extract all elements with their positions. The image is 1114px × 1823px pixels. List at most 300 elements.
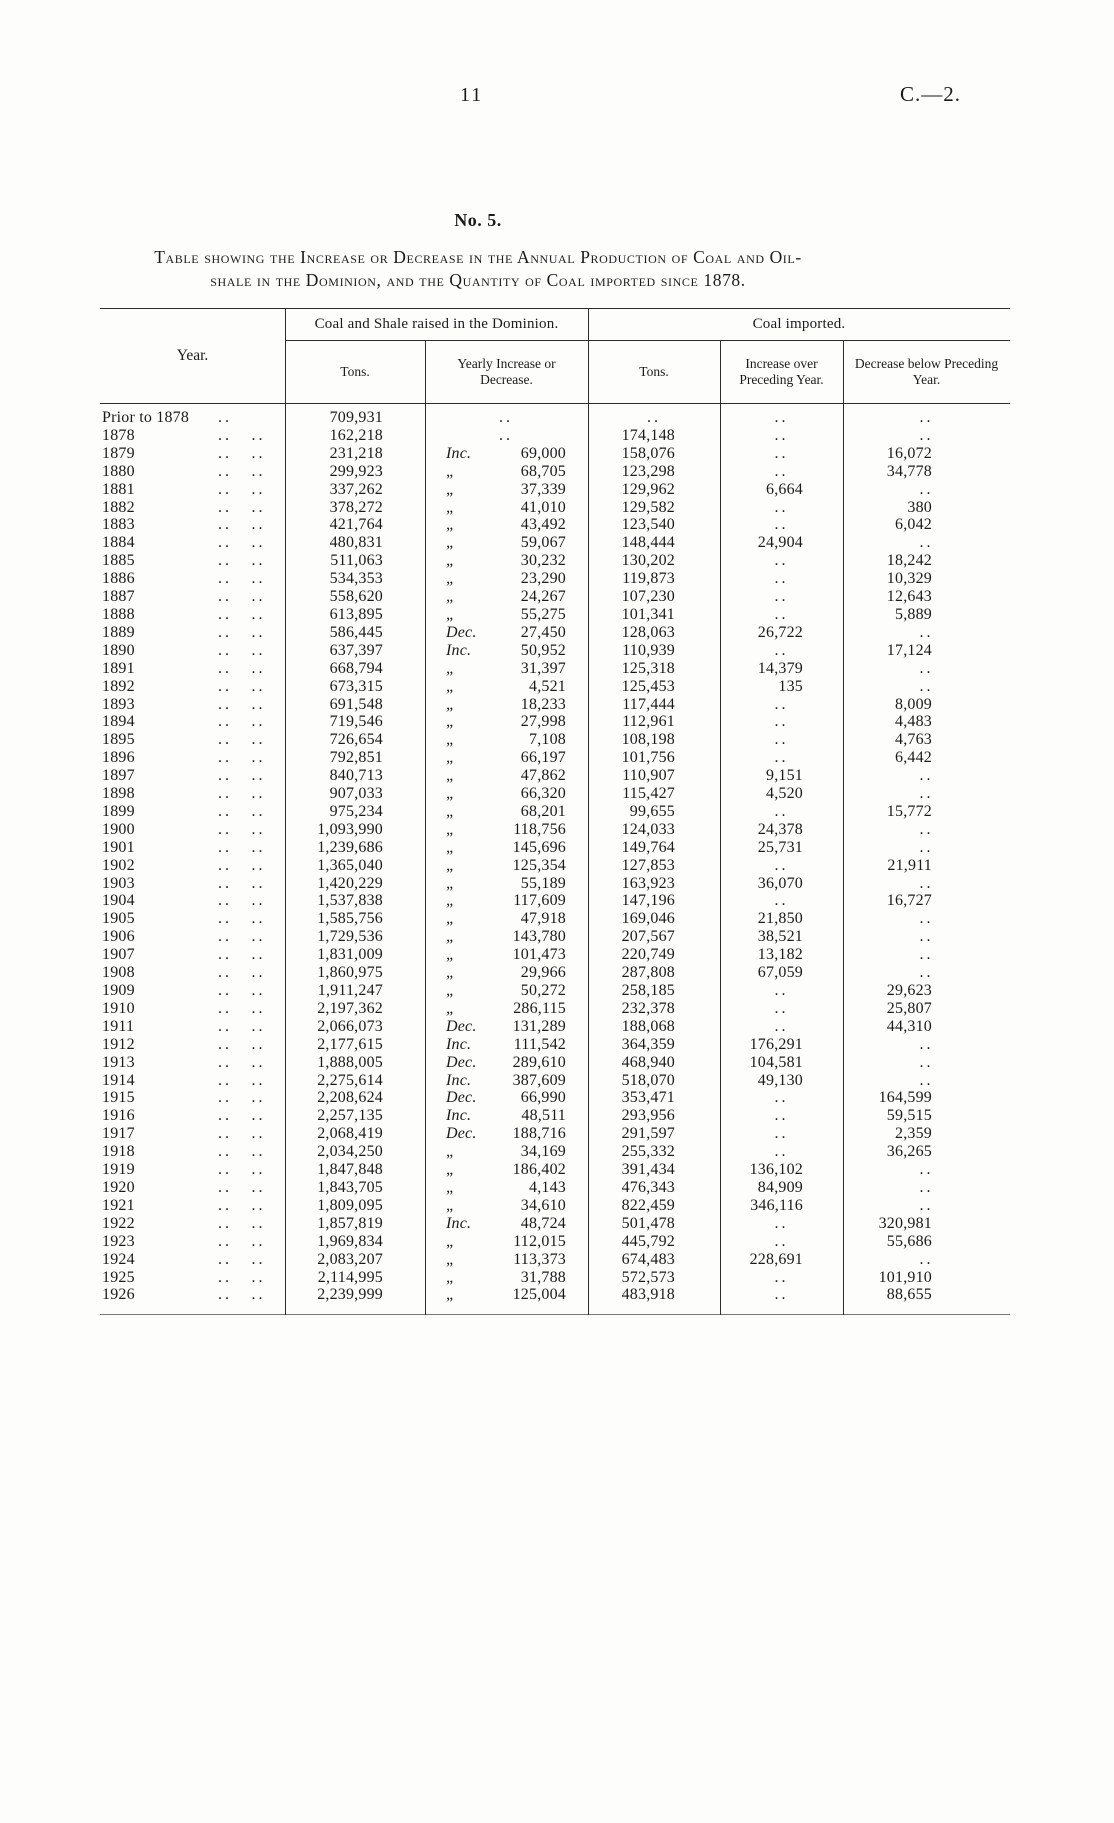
year-label: 1920 xyxy=(102,1178,135,1196)
cell-decrease-below: .. xyxy=(919,1178,934,1196)
year-label: 1910 xyxy=(102,999,135,1017)
cell-dominion-tons: 1,847,848 xyxy=(317,1161,383,1179)
cell-year xyxy=(100,1000,285,1018)
cell-increase-over: 4,520 xyxy=(766,785,803,803)
change-prefix: „ xyxy=(446,1250,456,1268)
cell-imported-tons: 572,573 xyxy=(621,1268,675,1286)
cell-imported-tons: 119,873 xyxy=(622,570,675,588)
table-title-line1: Table showing the Increase or Decrease in the Annual Production of Coal and Oil- xyxy=(154,247,802,267)
year-label: 1904 xyxy=(102,892,135,910)
cell-imported-tons: 124,033 xyxy=(621,820,675,838)
cell-increase-over: 24,378 xyxy=(757,820,803,838)
cell-year xyxy=(100,1036,285,1054)
cell-dominion-tons: 1,729,536 xyxy=(317,928,383,946)
change-value: 31,788 xyxy=(520,1268,566,1286)
cell-decrease-below: 15,772 xyxy=(886,802,932,820)
year-label: 1889 xyxy=(102,623,135,641)
leader-dots: .. xyxy=(218,1125,232,1143)
cell-imported-tons: 123,298 xyxy=(621,462,675,480)
cell-yearly-change xyxy=(425,928,588,946)
leader-dots: .. xyxy=(218,1107,232,1125)
header-group-dominion xyxy=(285,309,588,403)
cell-imported-tons: 232,378 xyxy=(621,999,675,1017)
cell-increase-over: .. xyxy=(774,570,789,588)
year-label: 1909 xyxy=(102,982,135,999)
cell-year xyxy=(100,1269,285,1287)
table-row xyxy=(100,1251,1010,1269)
cell-year xyxy=(100,785,285,803)
cell-year xyxy=(100,1054,285,1072)
cell-imported-tons: 129,582 xyxy=(621,498,675,516)
change-prefix: „ xyxy=(446,1232,456,1250)
table-row xyxy=(100,1161,1010,1179)
cell-dominion-tons: 2,197,362 xyxy=(317,999,383,1017)
leader-dots: .. xyxy=(251,641,266,659)
change-prefix: „ xyxy=(446,749,456,767)
year-label: 1922 xyxy=(102,1214,135,1232)
cell-decrease-below: 21,911 xyxy=(887,856,932,874)
table-row xyxy=(100,803,1010,821)
leader-dots: .. xyxy=(218,409,232,426)
cell-year xyxy=(100,1089,285,1107)
leader-dots: .. xyxy=(218,713,232,731)
cell-decrease-below: .. xyxy=(919,964,934,982)
table-row xyxy=(100,982,1010,1000)
table-row xyxy=(100,463,1010,481)
cell-dominion-tons: 586,445 xyxy=(329,623,383,641)
leader-dots: .. xyxy=(218,749,232,767)
leader-dots: .. xyxy=(218,1178,232,1196)
cell-dominion-tons: 2,034,250 xyxy=(317,1143,383,1161)
change-value: 43,492 xyxy=(520,516,566,534)
cell-year xyxy=(100,606,285,624)
leader-dots: .. xyxy=(251,1125,266,1143)
table-number: No. 5. xyxy=(454,210,502,230)
year-label: 1893 xyxy=(102,695,135,713)
cell-increase-over: 84,909 xyxy=(757,1178,803,1196)
cell-year xyxy=(100,1179,285,1197)
cell-imported-tons: 364,359 xyxy=(621,1035,675,1053)
cell-imported-tons: 258,185 xyxy=(621,982,675,999)
change-value: 66,320 xyxy=(520,785,566,803)
cell-increase-over: .. xyxy=(774,802,789,820)
cell-dominion-tons: 1,239,686 xyxy=(317,838,383,856)
cell-yearly-change xyxy=(425,803,588,821)
leader-dots: .. xyxy=(218,677,232,695)
cell-decrease-below: .. xyxy=(919,767,934,785)
change-value: 286,115 xyxy=(513,999,566,1017)
leader-dots: .. xyxy=(251,982,266,999)
change-value: 55,275 xyxy=(520,605,566,623)
cell-yearly-change xyxy=(425,857,588,875)
cell-year xyxy=(100,534,285,552)
table-row xyxy=(100,785,1010,803)
leader-dots: .. xyxy=(218,1232,232,1250)
leader-dots: .. xyxy=(251,946,266,964)
cell-yearly-change xyxy=(425,516,588,534)
cell-year xyxy=(100,875,285,893)
change-value: 125,354 xyxy=(512,856,566,874)
leader-dots: .. xyxy=(251,731,266,749)
leader-dots: .. xyxy=(251,1143,266,1161)
table-row xyxy=(100,1286,1010,1304)
year-label: 1925 xyxy=(102,1268,135,1286)
cell-year xyxy=(100,1197,285,1215)
leader-dots: .. xyxy=(218,641,232,659)
cell-dominion-tons: 1,420,229 xyxy=(317,874,383,892)
leader-dots: .. xyxy=(251,695,266,713)
change-value: 50,272 xyxy=(520,982,566,999)
leader-dots: .. xyxy=(218,838,232,856)
change-value: 30,232 xyxy=(520,552,566,570)
cell-imported-tons: 108,198 xyxy=(621,731,675,749)
cell-increase-over: 67,059 xyxy=(757,964,803,982)
cell-year xyxy=(100,928,285,946)
year-label: 1888 xyxy=(102,605,135,623)
cell-dominion-tons: 2,083,207 xyxy=(317,1250,383,1268)
leader-dots: .. xyxy=(251,1107,266,1125)
cell-imported-tons: 147,196 xyxy=(621,892,675,910)
year-label: 1923 xyxy=(102,1232,135,1250)
change-prefix: „ xyxy=(446,713,456,731)
cell-year xyxy=(100,964,285,982)
cell-decrease-below: .. xyxy=(919,1250,934,1268)
cell-decrease-below: .. xyxy=(919,946,934,964)
cell-yearly-change xyxy=(425,499,588,517)
cell-yearly-change xyxy=(425,731,588,749)
leader-dots: .. xyxy=(218,1053,232,1071)
leader-dots: .. xyxy=(218,928,232,946)
change-prefix: „ xyxy=(446,1143,456,1161)
cell-year xyxy=(100,946,285,964)
cell-decrease-below: 12,643 xyxy=(886,588,932,606)
cell-decrease-below: 5,889 xyxy=(895,605,932,623)
table-header xyxy=(100,308,1010,404)
leader-dots: .. xyxy=(251,802,266,820)
table-rule-vertical xyxy=(720,341,721,1315)
cell-imported-tons: 255,332 xyxy=(621,1143,675,1161)
table-row xyxy=(100,875,1010,893)
leader-dots: .. xyxy=(251,1035,266,1053)
year-label: 1881 xyxy=(102,480,135,498)
leader-dots: .. xyxy=(218,785,232,803)
cell-imported-tons: 110,907 xyxy=(622,767,675,785)
cell-imported-tons: 169,046 xyxy=(621,910,675,928)
cell-yearly-change xyxy=(425,1107,588,1125)
cell-year xyxy=(100,1018,285,1036)
table-rule-vertical xyxy=(843,341,844,1315)
cell-year xyxy=(100,1072,285,1090)
leader-dots: .. xyxy=(251,480,266,498)
cell-year xyxy=(100,1107,285,1125)
cell-decrease-below: 164,599 xyxy=(878,1089,932,1107)
year-label: 1882 xyxy=(102,498,135,516)
year-label: 1894 xyxy=(102,713,135,731)
leader-dots: .. xyxy=(251,1268,266,1286)
change-prefix: „ xyxy=(446,677,456,695)
change-value: 66,990 xyxy=(520,1089,566,1107)
table-row xyxy=(100,499,1010,517)
cell-decrease-below: 6,042 xyxy=(895,516,932,534)
cell-increase-over: .. xyxy=(774,552,789,570)
cell-yearly-change xyxy=(425,875,588,893)
leader-dots: .. xyxy=(251,856,266,874)
header-subrow-dominion xyxy=(285,341,588,403)
cell-dominion-tons: 668,794 xyxy=(329,659,383,677)
change-value: 68,705 xyxy=(520,462,566,480)
leader-dots: .. xyxy=(218,588,232,606)
table-row xyxy=(100,839,1010,857)
year-label: 1924 xyxy=(102,1250,135,1268)
cell-year xyxy=(100,1286,285,1304)
cell-imported-tons: 110,939 xyxy=(622,641,675,659)
leader-dots: .. xyxy=(218,982,232,999)
cell-year xyxy=(100,731,285,749)
change-prefix: „ xyxy=(446,1161,456,1179)
cell-imported-tons: 188,068 xyxy=(621,1017,675,1035)
change-value: 118,756 xyxy=(513,820,566,838)
year-label: 1883 xyxy=(102,516,135,534)
header-subrow-imported xyxy=(588,341,1010,403)
year-label: 1878 xyxy=(102,426,135,444)
leader-dots: .. xyxy=(218,892,232,910)
cell-increase-over: .. xyxy=(774,588,789,606)
cell-increase-over: .. xyxy=(774,713,789,731)
cell-increase-over: .. xyxy=(774,1268,789,1286)
header-increase-over: Increase over Preceding Year. xyxy=(739,355,824,387)
cell-dominion-tons: 719,546 xyxy=(329,713,383,731)
leader-dots: .. xyxy=(251,910,266,928)
cell-decrease-below: 10,329 xyxy=(886,570,932,588)
leader-dots: .. xyxy=(218,444,232,462)
cell-imported-tons: 149,764 xyxy=(621,838,675,856)
cell-increase-over: .. xyxy=(774,731,789,749)
header-group-dominion-label: Coal and Shale raised in the Dominion. xyxy=(285,309,588,341)
year-label: 1897 xyxy=(102,767,135,785)
cell-increase-over: .. xyxy=(774,999,789,1017)
cell-imported-tons: 483,918 xyxy=(621,1286,675,1304)
cell-increase-over: .. xyxy=(774,462,789,480)
table-row xyxy=(100,642,1010,660)
change-value: .. xyxy=(499,426,513,444)
cell-dominion-tons: 231,218 xyxy=(329,444,383,462)
table-row xyxy=(100,570,1010,588)
cell-yearly-change xyxy=(425,1161,588,1179)
cell-imported-tons: 128,063 xyxy=(621,623,675,641)
cell-yearly-change xyxy=(425,552,588,570)
change-prefix: „ xyxy=(446,695,456,713)
cell-dominion-tons: 2,114,995 xyxy=(317,1268,383,1286)
coal-production-table xyxy=(100,308,1010,1315)
leader-dots: .. xyxy=(218,570,232,588)
leader-dots: .. xyxy=(251,820,266,838)
leader-dots: .. xyxy=(251,713,266,731)
cell-dominion-tons: 558,620 xyxy=(329,588,383,606)
year-label: Prior to 1878 xyxy=(102,409,190,426)
cell-dominion-tons: 907,033 xyxy=(329,785,383,803)
cell-year xyxy=(100,982,285,1000)
change-value: 48,724 xyxy=(520,1214,566,1232)
change-prefix: Dec. xyxy=(446,1053,477,1071)
table-row xyxy=(100,1215,1010,1233)
cell-increase-over: .. xyxy=(774,1214,789,1232)
change-value: 66,197 xyxy=(520,749,566,767)
cell-decrease-below: .. xyxy=(919,928,934,946)
leader-dots: .. xyxy=(218,999,232,1017)
year-label: 1892 xyxy=(102,677,135,695)
header-group-imported xyxy=(588,309,1010,403)
cell-dominion-tons: 511,063 xyxy=(330,552,383,570)
leader-dots: .. xyxy=(218,767,232,785)
cell-dominion-tons: 691,548 xyxy=(329,695,383,713)
change-value: 59,067 xyxy=(520,534,566,552)
cell-yearly-change xyxy=(425,1197,588,1215)
cell-decrease-below: 25,807 xyxy=(886,999,932,1017)
cell-decrease-below: .. xyxy=(919,1053,934,1071)
cell-increase-over: 6,664 xyxy=(766,480,803,498)
cell-yearly-change xyxy=(425,1269,588,1287)
cell-increase-over: 38,521 xyxy=(757,928,803,946)
year-label: 1895 xyxy=(102,731,135,749)
year-label: 1921 xyxy=(102,1196,135,1214)
cell-yearly-change xyxy=(425,1000,588,1018)
change-prefix: Inc. xyxy=(446,1214,472,1232)
leader-dots: .. xyxy=(251,516,266,534)
leader-dots: .. xyxy=(251,999,266,1017)
header-group-imported-label: Coal imported. xyxy=(588,309,1010,341)
table-row xyxy=(100,678,1010,696)
cell-year xyxy=(100,678,285,696)
cell-increase-over: .. xyxy=(774,856,789,874)
leader-dots: .. xyxy=(251,677,266,695)
cell-imported-tons: 117,444 xyxy=(622,695,675,713)
leader-dots: .. xyxy=(251,749,266,767)
year-label: 1914 xyxy=(102,1071,135,1089)
cell-yearly-change xyxy=(425,588,588,606)
table-row xyxy=(100,1036,1010,1054)
year-label: 1907 xyxy=(102,946,135,964)
leader-dots: .. xyxy=(218,462,232,480)
cell-decrease-below: .. xyxy=(919,409,934,426)
leader-dots: .. xyxy=(218,820,232,838)
cell-decrease-below: .. xyxy=(919,677,934,695)
cell-yearly-change xyxy=(425,713,588,731)
table-title xyxy=(0,246,956,292)
change-value: 50,952 xyxy=(520,641,566,659)
cell-imported-tons: 674,483 xyxy=(621,1250,675,1268)
table-row xyxy=(100,910,1010,928)
change-prefix: „ xyxy=(446,659,456,677)
cell-yearly-change xyxy=(425,821,588,839)
cell-yearly-change xyxy=(425,463,588,481)
cell-year xyxy=(100,588,285,606)
year-label: 1916 xyxy=(102,1107,135,1125)
cell-year xyxy=(100,713,285,731)
cell-increase-over: 176,291 xyxy=(749,1035,803,1053)
change-value: 7,108 xyxy=(529,731,566,749)
leader-dots: .. xyxy=(218,623,232,641)
cell-imported-tons: 476,343 xyxy=(621,1178,675,1196)
cell-imported-tons: 125,318 xyxy=(621,659,675,677)
leader-dots: .. xyxy=(251,588,266,606)
change-prefix: „ xyxy=(446,1286,456,1304)
cell-year xyxy=(100,839,285,857)
cell-yearly-change xyxy=(425,534,588,552)
cell-decrease-below: .. xyxy=(919,820,934,838)
cell-decrease-below: .. xyxy=(919,785,934,803)
table-row xyxy=(100,1054,1010,1072)
change-value: 37,339 xyxy=(520,480,566,498)
table-row xyxy=(100,946,1010,964)
cell-imported-tons: 287,808 xyxy=(621,964,675,982)
year-label: 1919 xyxy=(102,1161,135,1179)
change-prefix: Dec. xyxy=(446,1089,477,1107)
cell-increase-over: .. xyxy=(774,1017,789,1035)
cell-increase-over: 21,850 xyxy=(757,910,803,928)
cell-yearly-change xyxy=(425,964,588,982)
cell-decrease-below: .. xyxy=(919,874,934,892)
cell-increase-over: 14,379 xyxy=(757,659,803,677)
cell-imported-tons: 99,655 xyxy=(629,802,675,820)
change-value: 143,780 xyxy=(512,928,566,946)
cell-yearly-change xyxy=(425,839,588,857)
year-label: 1891 xyxy=(102,659,135,677)
cell-yearly-change xyxy=(425,445,588,463)
leader-dots: .. xyxy=(218,605,232,623)
leader-dots: .. xyxy=(251,1017,266,1035)
cell-dominion-tons: 1,809,095 xyxy=(317,1196,383,1214)
cell-imported-tons: 123,540 xyxy=(621,516,675,534)
cell-yearly-change xyxy=(425,624,588,642)
leader-dots: .. xyxy=(218,695,232,713)
leader-dots: .. xyxy=(218,426,232,444)
cell-increase-over: 346,116 xyxy=(750,1196,803,1214)
cell-imported-tons: 163,923 xyxy=(621,874,675,892)
cell-year xyxy=(100,552,285,570)
year-label: 1890 xyxy=(102,641,135,659)
change-value: 145,696 xyxy=(512,838,566,856)
cell-year xyxy=(100,803,285,821)
change-prefix: „ xyxy=(446,462,456,480)
leader-dots: .. xyxy=(218,874,232,892)
cell-decrease-below: 88,655 xyxy=(886,1286,932,1304)
cell-year xyxy=(100,1233,285,1251)
cell-year xyxy=(100,821,285,839)
year-label: 1900 xyxy=(102,820,135,838)
change-prefix: „ xyxy=(446,516,456,534)
cell-year xyxy=(100,1143,285,1161)
change-value: 117,609 xyxy=(513,892,566,910)
cell-imported-tons: 115,427 xyxy=(622,785,675,803)
leader-dots: .. xyxy=(218,910,232,928)
cell-imported-tons: 293,956 xyxy=(621,1107,675,1125)
leader-dots: .. xyxy=(251,928,266,946)
change-value: 186,402 xyxy=(512,1161,566,1179)
cell-year xyxy=(100,1251,285,1269)
cell-imported-tons: 207,567 xyxy=(621,928,675,946)
leader-dots: .. xyxy=(218,964,232,982)
year-label: 1912 xyxy=(102,1035,135,1053)
change-prefix: „ xyxy=(446,785,456,803)
cell-year xyxy=(100,481,285,499)
leader-dots: .. xyxy=(251,552,266,570)
cell-dominion-tons: 2,208,624 xyxy=(317,1089,383,1107)
table-rule-vertical xyxy=(425,341,426,1315)
cell-decrease-below: .. xyxy=(919,659,934,677)
leader-dots: .. xyxy=(251,444,266,462)
leader-dots: .. xyxy=(251,623,266,641)
change-value: 387,609 xyxy=(512,1071,566,1089)
